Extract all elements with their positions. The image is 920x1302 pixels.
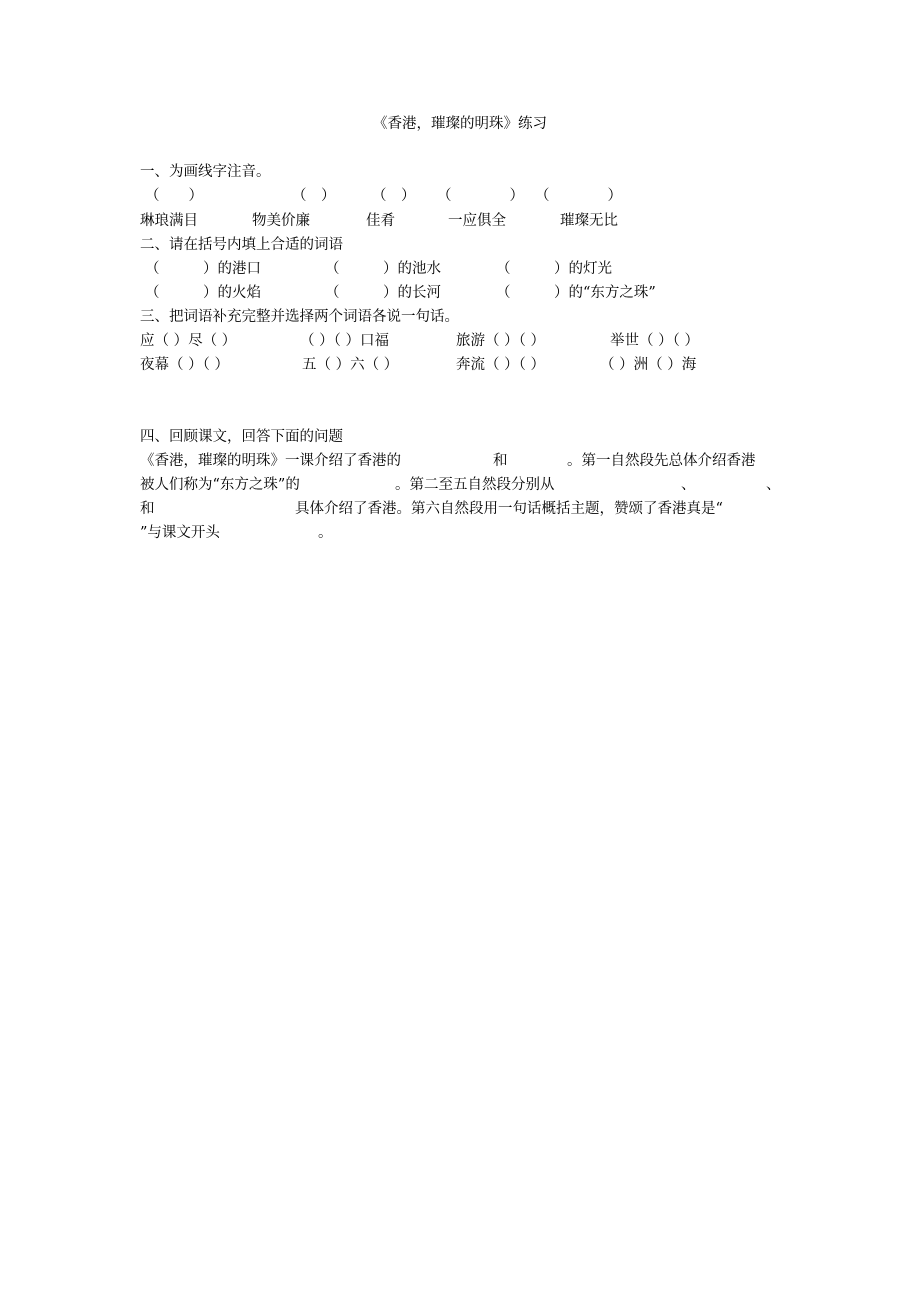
paragraph-text: 、	[766, 477, 781, 493]
pinyin-word: 一应俱全	[448, 213, 506, 229]
idiom-item[interactable]: 应（ ）尽（ ）	[140, 333, 237, 349]
fill-blank-item[interactable]: （ ）的港口	[145, 261, 261, 277]
paragraph-text: 。第一自然段先总体介绍香港	[567, 453, 756, 469]
pinyin-bracket[interactable]: （ ）	[437, 188, 524, 204]
paragraph-text: 和	[140, 501, 155, 517]
pinyin-bracket[interactable]: （ ）	[292, 188, 336, 204]
idiom-item[interactable]: 旅游（ ）（ ）	[456, 333, 545, 349]
section-2-heading: 二、请在括号内填上合适的词语	[140, 237, 343, 253]
idiom-item[interactable]: 夜幕（ ）（ ）	[140, 357, 229, 373]
pinyin-word: 琳琅满目	[140, 213, 198, 229]
fill-blank-item[interactable]: （ ）的池水	[325, 261, 441, 277]
fill-blank-item[interactable]: （ ）的长河	[325, 285, 441, 301]
paragraph-text: 。第二至五自然段分别从	[395, 477, 555, 493]
pinyin-bracket[interactable]: （ ）	[372, 188, 416, 204]
page-title: 《香港，璀璨的明珠》练习	[373, 116, 547, 132]
section-3-heading: 三、把词语补充完整并选择两个词语各说一句话。	[140, 309, 459, 325]
paragraph-text: 和	[493, 453, 508, 469]
pinyin-bracket[interactable]: （ ）	[535, 188, 622, 204]
pinyin-word: 物美价廉	[252, 213, 310, 229]
paragraph-text: 、	[681, 477, 696, 493]
paragraph-text: 《香港，璀璨的明珠》一课介绍了香港的	[140, 453, 401, 469]
paragraph-text: 被人们称为“东方之珠”的	[140, 477, 300, 493]
fill-blank-item[interactable]: （ ）的“东方之珠”	[496, 285, 656, 301]
section-1-heading: 一、为画线字注音。	[140, 164, 271, 180]
paragraph-text: 。	[318, 525, 333, 541]
idiom-item[interactable]: 五（ ）六（ ）	[302, 357, 399, 373]
pinyin-word: 佳肴	[366, 213, 395, 229]
section-4-heading: 四、回顾课文，回答下面的问题	[140, 429, 343, 445]
pinyin-bracket[interactable]: （ ）	[145, 188, 203, 204]
fill-blank-item[interactable]: （ ）的灯光	[496, 261, 612, 277]
pinyin-word: 璀璨无比	[560, 213, 618, 229]
idiom-item[interactable]: （ ）洲（ ）海	[600, 357, 697, 373]
idiom-item[interactable]: 举世（ ）（ ）	[610, 333, 699, 349]
fill-blank-item[interactable]: （ ）的火焰	[145, 285, 261, 301]
paragraph-text: ”与课文开头	[140, 525, 220, 541]
idiom-item[interactable]: （ ）（ ）口福	[300, 333, 389, 349]
idiom-item[interactable]: 奔流（ ）（ ）	[456, 357, 545, 373]
paragraph-text: 具体介绍了香港。第六自然段用一句话概括主题，赞颂了香港真是“	[295, 501, 723, 517]
